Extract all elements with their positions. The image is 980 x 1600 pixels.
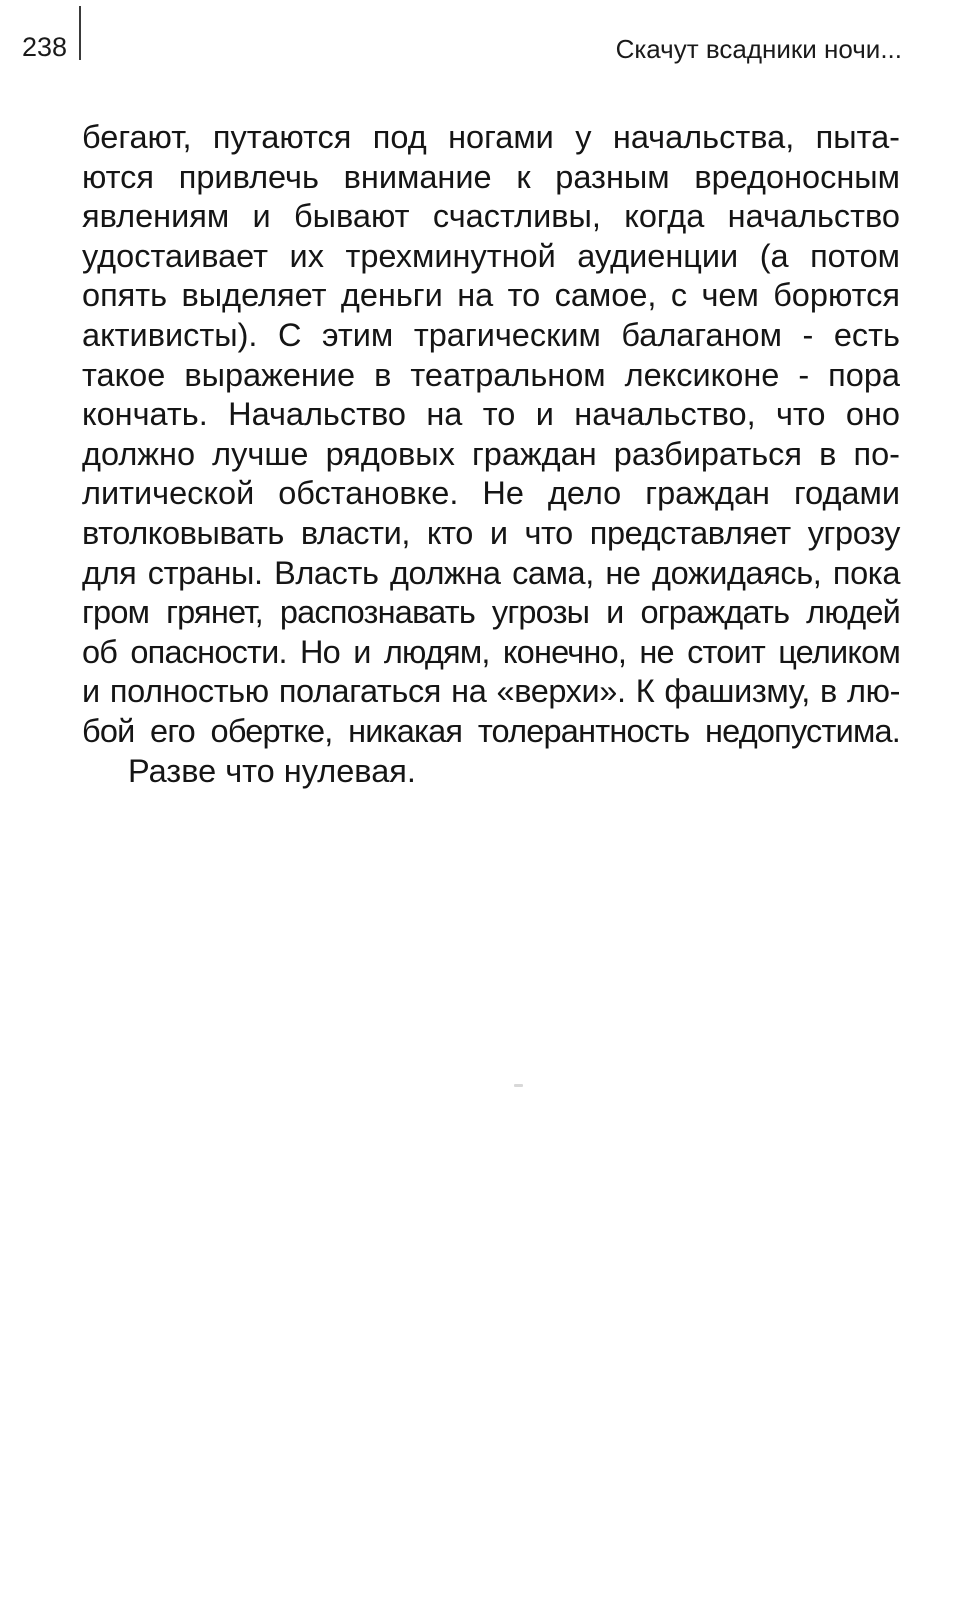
text-line: бегают, путаются под ногами у начальства, пыта-	[82, 119, 900, 155]
running-title: Скачут всадники ночи...	[615, 34, 902, 64]
text-line: ются привлечь внимание к разным вредоносным	[82, 158, 900, 195]
text-line: втолковывать власти, кто и что представляет угрозу	[82, 514, 900, 551]
text-line: литической обстановке. Не дело граждан годами	[82, 475, 900, 512]
text-line: опять выделяет деньги на то самое, с чем борются	[82, 277, 900, 314]
text-line: и полностью полагаться на «верхи». К фашизму, в лю-	[82, 673, 900, 710]
text-line: кончать. Начальство на то и начальство, что оно	[82, 396, 900, 433]
text-line: явлениям и бывают счастливы, когда начальство	[82, 198, 900, 235]
text-line: должно лучше рядовых граждан разбираться в по-	[82, 435, 900, 472]
text-line: гром грянет, распознавать угрозы и ограждать людей	[82, 594, 900, 631]
body-text	[82, 118, 900, 791]
page-number: 238	[22, 32, 68, 62]
text-line: активисты). С этим трагическим балаганом - есть	[82, 316, 900, 353]
text-line: для страны. Власть должна сама, не дожидаясь, пока	[82, 554, 900, 591]
text-line: удостаивает их трехминутной аудиенции (а потом	[82, 237, 900, 274]
text-line: об опасности. Но и людям, конечно, не стоит целиком	[82, 633, 900, 670]
text-line: бой его обертке, никакая толерантность недопустима.	[82, 712, 900, 749]
scan-speck	[514, 1084, 523, 1087]
text-line: такое выражение в театральном лексиконе - пора	[82, 356, 900, 393]
paragraph-line: Разве что нулевая.	[128, 752, 416, 789]
header-divider	[79, 6, 81, 60]
